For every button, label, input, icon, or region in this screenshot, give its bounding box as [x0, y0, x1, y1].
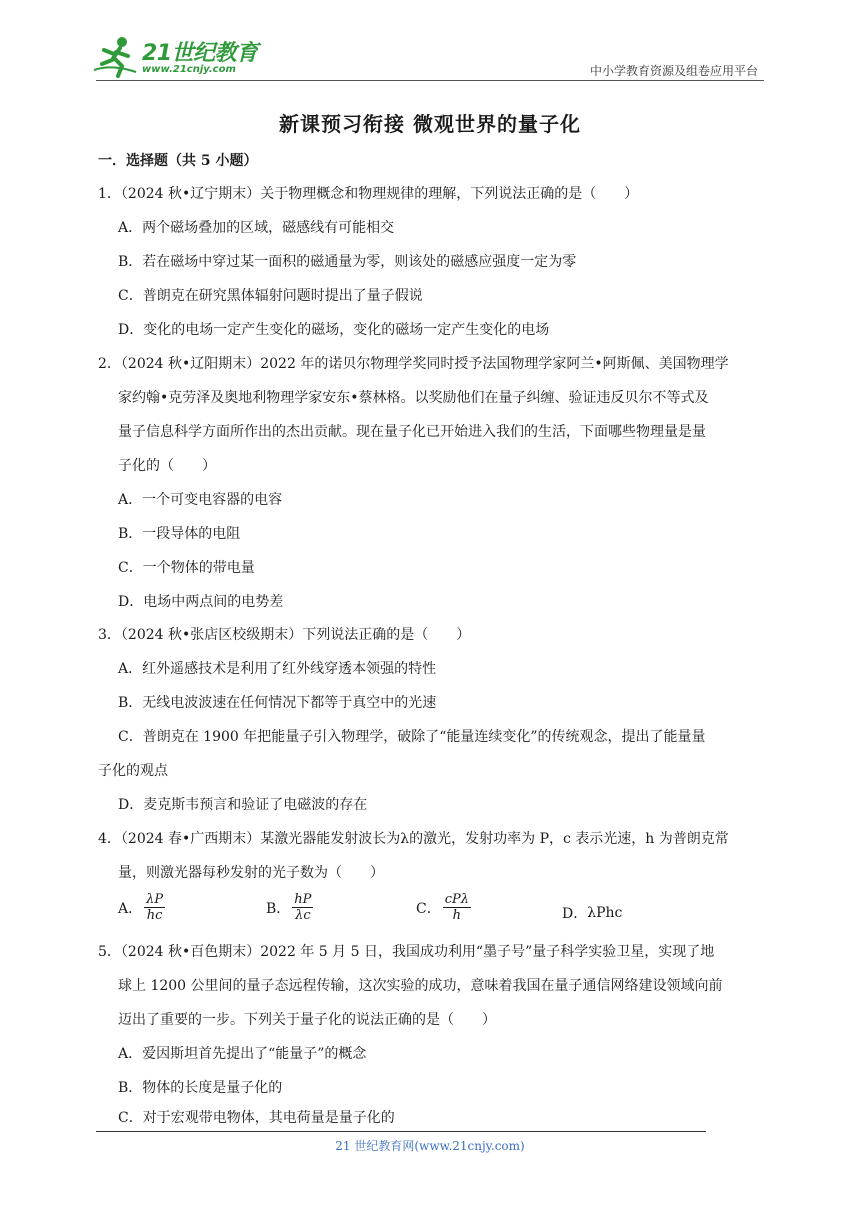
question-5-option-a: A．爱因斯坦首先提出了“能量子”的概念 [118, 1046, 367, 1062]
option-text: λPhc [587, 905, 623, 921]
fraction-numerator: cPλ [444, 892, 469, 907]
question-3-option-b: B．无线电波波速在任何情况下都等于真空中的光速 [118, 695, 437, 711]
question-5-stem-cont: 球上 1200 公里间的量子态远程传输，这次实验的成功，意味着我国在量子通信网络建设领域向前 [118, 978, 723, 994]
question-3-option-d: D．麦克斯韦预言和验证了电磁波的存在 [118, 797, 368, 813]
question-5-stem: 5．（2024 秋•百色期末）2022 年 5 月 5 日，我国成功利用“墨子号”量子科学实验卫星，实现了地 [98, 944, 715, 960]
option-label: D． [562, 906, 588, 922]
question-2-stem: 2．（2024 秋•辽阳期末）2022 年的诺贝尔物理学奖同时授予法国物理学家阿兰•阿斯佩、美国物理学 [98, 356, 729, 372]
question-4-option-b [266, 892, 313, 923]
question-2-option-a: A．一个可变电容器的电容 [118, 492, 283, 508]
header-platform-name: 中小学教育资源及组卷应用平台 [589, 64, 758, 78]
page-header [0, 0, 860, 82]
option-label: C． [416, 900, 441, 917]
question-1-option-b: B．若在磁场中穿过某一面积的磁通量为零，则该处的磁感应强度一定为零 [118, 254, 577, 270]
question-5-option-b: B．物体的长度是量子化的 [118, 1080, 283, 1096]
fraction [292, 892, 313, 923]
fraction-denominator: h [452, 908, 462, 923]
question-3-option-a: A．红外遥感技术是利用了红外线穿透本领强的特性 [118, 661, 437, 677]
fraction-numerator: λP [146, 892, 164, 907]
fraction-denominator: λc [295, 908, 311, 923]
fraction-numerator: hP [294, 892, 312, 907]
header-divider [96, 80, 764, 81]
question-2-stem-cont: 家约翰•克劳泽及奥地利物理学家安东•蔡林格。以奖励他们在量子纠缠、验证违反贝尔不等式及 [118, 390, 709, 406]
question-4-stem: 4．（2024 春•广西期末）某激光器能发射波长为λ的激光，发射功率为 P，c 表示光速，h 为普朗克常 [98, 831, 729, 847]
option-label: B． [266, 900, 291, 917]
question-1-option-d: D．变化的电场一定产生变化的磁场，变化的磁场一定产生变化的电场 [118, 322, 550, 338]
question-4-option-a [118, 892, 165, 923]
footer-divider [96, 1131, 706, 1132]
question-1-option-c: C．普朗克在研究黑体辐射问题时提出了量子假说 [118, 288, 423, 304]
question-3-stem: 3．（2024 秋•张店区校级期末）下列说法正确的是（ ） [98, 627, 471, 643]
runner-logo-icon [92, 34, 140, 78]
question-2-option-c: C．一个物体的带电量 [118, 560, 255, 576]
document-title: 新课预习衔接 微观世界的量子化 [279, 112, 581, 136]
question-1-option-a: A．两个磁场叠加的区域，磁感线有可能相交 [118, 220, 395, 236]
question-2-stem-cont: 量子信息科学方面所作出的杰出贡献。现在量子化已开始进入我们的生活，下面哪些物理量是量 [118, 424, 706, 440]
question-3-option-c-cont: 子化的观点 [98, 763, 168, 779]
question-5-option-c: C．对于宏观带电物体，其电荷量是量子化的 [118, 1110, 395, 1126]
question-3-option-c: C．普朗克在 1900 年把能量子引入物理学，破除了“能量连续变化”的传统观念，提出了能量量 [118, 729, 706, 745]
fraction [443, 892, 471, 923]
question-1-stem: 1．（2024 秋•辽宁期末）关于物理概念和物理规律的理解，下列说法正确的是（ ） [98, 186, 639, 202]
fraction-denominator: hc [146, 908, 163, 923]
question-2-option-d: D．电场中两点间的电势差 [118, 594, 284, 610]
question-2-stem-cont: 子化的（ ） [118, 458, 216, 474]
footer-link[interactable]: 21 世纪教育网(www.21cnjy.com) [335, 1139, 525, 1153]
question-4-option-c [416, 892, 471, 923]
question-4-stem-cont: 量，则激光器每秒发射的光子数为（ ） [118, 865, 384, 881]
logo-url: www.21cnjy.com [142, 64, 236, 75]
question-2-option-b: B．一段导体的电阻 [118, 526, 241, 542]
logo-text: 21世纪教育 [142, 41, 258, 66]
section-heading: 一．选择题（共 5 小题） [98, 153, 258, 169]
site-logo[interactable] [92, 34, 262, 78]
option-label: A． [118, 900, 143, 917]
question-4-option-d [562, 903, 622, 923]
fraction [144, 892, 165, 923]
question-5-stem-cont: 迈出了重要的一步。下列关于量子化的说法正确的是（ ） [118, 1012, 496, 1028]
